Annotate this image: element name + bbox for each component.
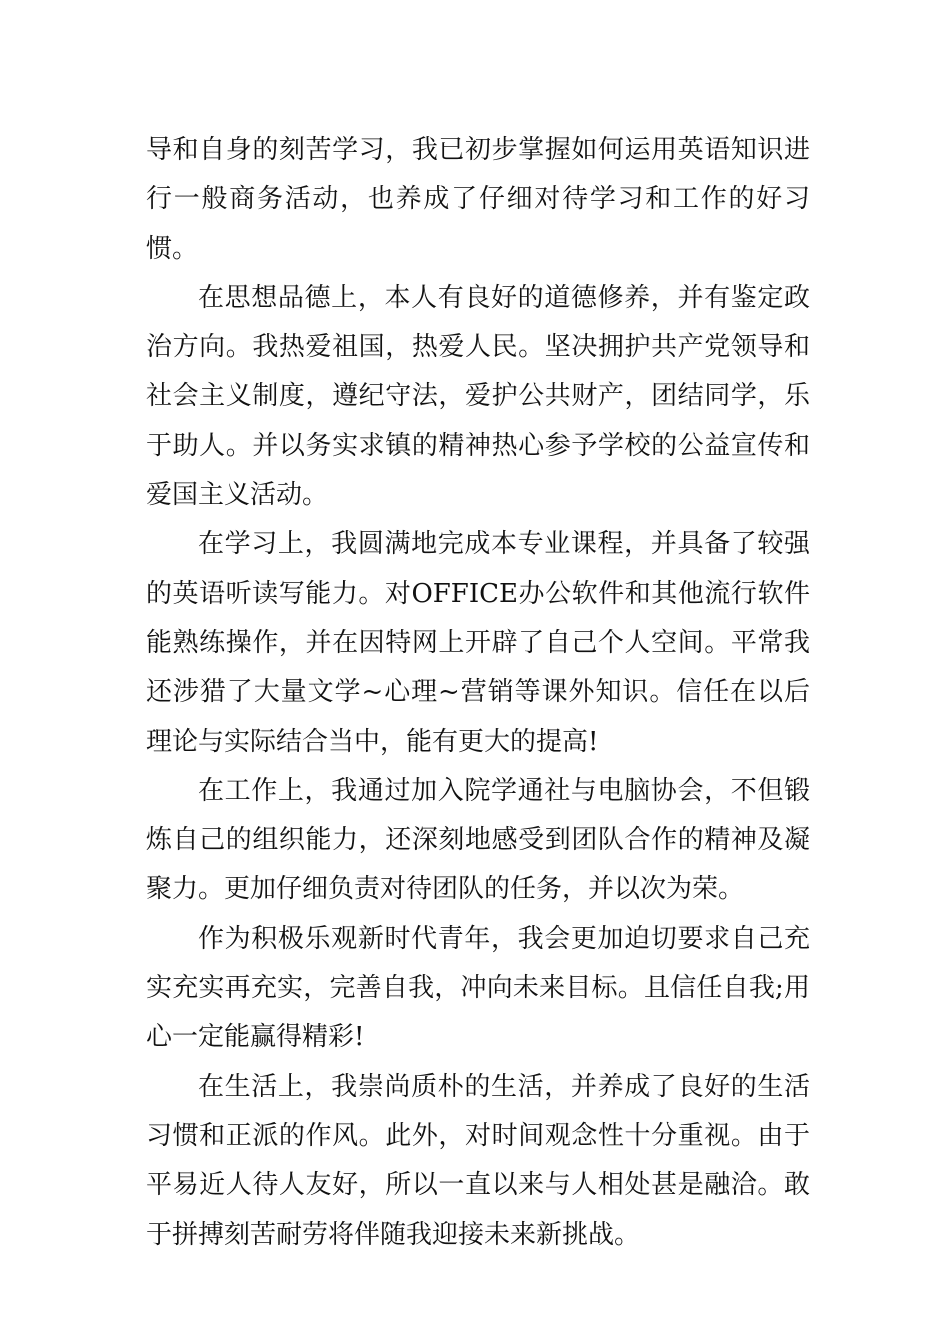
paragraph-work: 在工作上，我通过加入院学通社与电脑协会，不但锻炼自己的组织能力，还深刻地感受到团队合作的精神及凝聚力。更加仔细负责对待团队的任务，并以次为荣。 [146,775,810,905]
paragraph-ideology: 在思想品德上，本人有良好的道德修养，并有鉴定政治方向。我热爱祖国，热爱人民。坚决拥护共产党领导和社会主义制度，遵纪守法，爱护公共财产，团结同学，乐于助人。并以务实求镇的精神热心参予学校的公益宣传和爱国主义活动。 [146,282,810,511]
paragraph-youth: 作为积极乐观新时代青年，我会更加迫切要求自己充实充实再充实，完善自我，冲向未来目标。且信任自我;用心一定能赢得精彩! [146,923,810,1053]
document-body [146,126,810,1260]
paragraph-study: 在学习上，我圆满地完成本专业课程，并具备了较强的英语听读写能力。对OFFICE办公软件和其他流行软件能熟练操作，并在因特网上开辟了自己个人空间。平常我还涉猎了大量文学~心理~营销等课外知识。信任在以后理论与实际结合当中，能有更大的提高! [146,529,810,757]
paragraph-life: 在生活上，我崇尚质朴的生活，并养成了良好的生活习惯和正派的作风。此外，对时间观念性十分重视。由于平易近人待人友好，所以一直以来与人相处甚是融洽。敢于拼搏刻苦耐劳将伴随我迎接未来新挑战。 [146,1071,810,1250]
paragraph-continuation: 导和自身的刻苦学习，我已初步掌握如何运用英语知识进行一般商务活动，也养成了仔细对待学习和工作的好习惯。 [146,135,810,264]
